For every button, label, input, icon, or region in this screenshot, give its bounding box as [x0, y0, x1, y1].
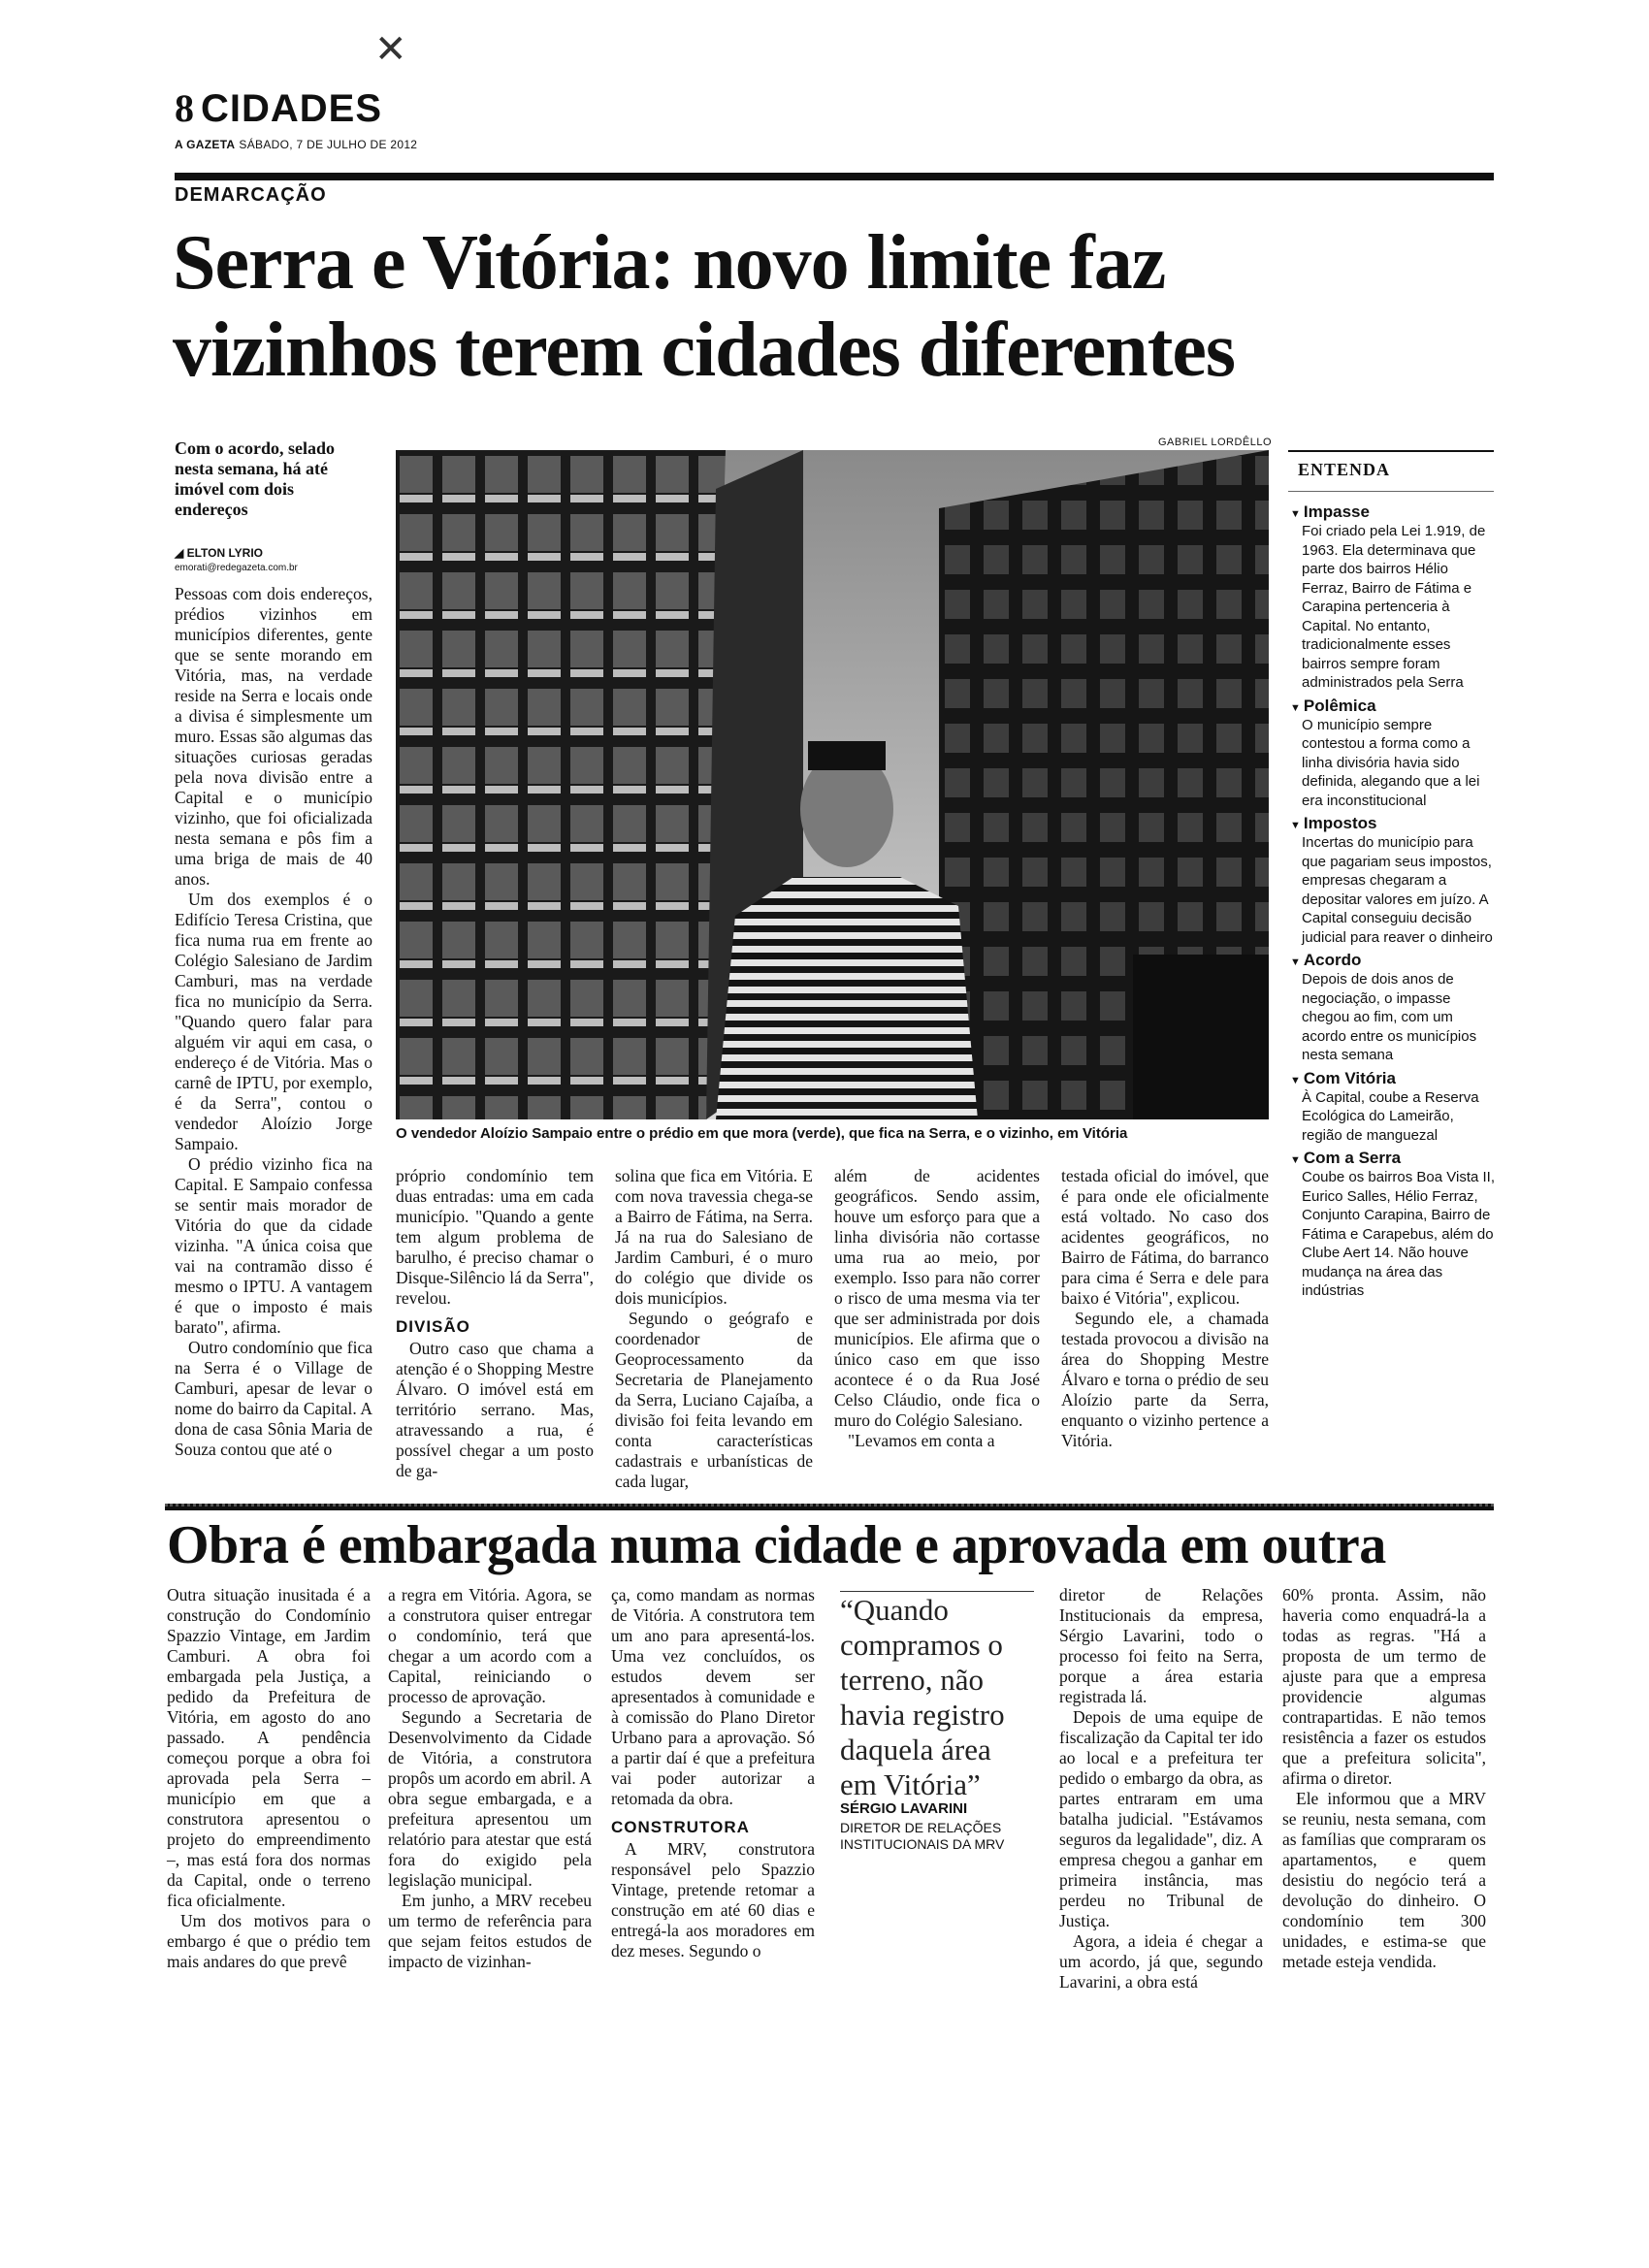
article2-column-1: [167, 1585, 371, 1972]
paragraph: testada oficial do imóvel, que é para onde ele oficialmente está voltado. No caso dos acidentes geográficos, no Bairro de Fátima, do barranco para cima é Serra e dele para baixo é Vitória", explicou.: [1061, 1166, 1269, 1308]
sidebar-item-heading: [1290, 951, 1496, 970]
sidebar-item-heading-text: Impostos: [1303, 814, 1377, 832]
triangle-icon: ▼: [1290, 701, 1301, 714]
kicker: DEMARCAÇÃO: [175, 184, 327, 206]
paragraph: Em junho, a MRV recebeu um termo de referência para que sejam feitos estudos de impacto de vizinhan-: [388, 1891, 592, 1971]
quote-rule: [840, 1591, 1034, 1592]
paragraph: Outro condomínio que fica na Serra é o Village de Camburi, apesar de levar o nome do bairro da Capital. A dona de casa Sônia Maria de Souza contou que até o: [175, 1338, 372, 1459]
sidebar-list: [1290, 502, 1496, 1305]
headline: [173, 219, 1511, 394]
page-number: 8: [175, 86, 195, 130]
page-header: [175, 85, 382, 131]
paragraph: além de acidentes geográficos. Sendo assim, houve um esforço para que a linha divisória não cortasse uma rua ao meio, por exemplo. Isso para não correr o risco de uma mesma via ter que ser administrada por dois municípios. Ele afirma que o único caso em que isso acontece é o da Rua José Celso Cláudio, onde fica o muro do Colégio Salesiano.: [834, 1166, 1040, 1430]
photo-credit: GABRIEL LORDÊLLO: [1158, 437, 1273, 448]
sidebar-item-body: Coube os bairros Boa Vista II, Eurico Salles, Hélio Ferraz, Conjunto Carapina, Bairro de Fátima e Carapebus, além do Clube Aert 14. Não houve mudança na área das indústrias: [1302, 1169, 1495, 1299]
paragraph: Segundo ele, a chamada testada provocou a divisão na área do Shopping Mestre Álvaro e torna o prédio de seu Aloízio parte da Serra, enquanto o vizinho pertence a Vitória.: [1061, 1309, 1269, 1450]
paragraph: Um dos exemplos é o Edifício Teresa Cristina, que fica numa rua em frente ao Colégio Salesiano de Jardim Camburi, mas na verdade fica no município da Serra. "Quando quero falar para alguém vir aqui em casa, o endereço é de Vitória. Mas o carnê de IPTU, por exemplo, é da Serra", contou o vendedor Aloízio Jorge Sampaio.: [175, 890, 372, 1153]
news-photo: [396, 450, 1269, 1119]
photo-caption: O vendedor Aloízio Sampaio entre o prédio em que mora (verde), que fica na Serra, e o vizinho, em Vitória: [396, 1125, 1128, 1142]
sidebar-item-heading-text: Com a Serra: [1303, 1149, 1402, 1167]
intertitle-construtora: CONSTRUTORA: [611, 1818, 750, 1836]
paragraph: 60% pronta. Assim, não haveria como enquadrá-la a todas as regras. "Há a proposta de um termo de ajuste para que a empresa providencie algumas contrapartidas. E não temos resistência a fazer os estudos que a prefeitura solicita", afirma o diretor.: [1282, 1585, 1486, 1788]
author-email: emorati@redegazeta.com.br: [175, 563, 298, 573]
subhead: Com o acordo, selado nesta semana, há até imóvel com dois endereços: [175, 438, 335, 519]
sidebar-item: [1290, 502, 1496, 693]
sidebar-item: [1290, 814, 1496, 947]
sidebar-top-rule: [1288, 450, 1494, 452]
headline-secondary: Obra é embargada numa cidade e aprovada em outra: [167, 1515, 1386, 1575]
byline: ◢ ELTON LYRIO: [175, 546, 264, 560]
sidebar-item: [1290, 951, 1496, 1065]
sidebar-item: [1290, 1149, 1496, 1301]
sidebar-item-body: O município sempre contestou a forma como a linha divisória havia sido definida, alegando que a lei era inconstitucional: [1302, 716, 1480, 809]
sidebar-item-heading-text: Acordo: [1303, 951, 1362, 969]
sidebar-title: ENTENDA: [1298, 460, 1391, 479]
publication-name: A GAZETA: [175, 138, 236, 151]
paragraph: Segundo o geógrafo e coordenador de Geoprocessamento da Secretaria de Planejamento da Serra, Luciano Cajaíba, a divisão foi feita levando em conta características cadastrais e urbanísticas de cada lugar,: [615, 1309, 813, 1491]
article-column-4: [834, 1166, 1040, 1451]
article2-column-6: [1282, 1585, 1486, 1972]
article-column-2: [396, 1166, 594, 1481]
sidebar-title-rule: [1288, 491, 1494, 492]
sidebar-item-heading: [1290, 697, 1496, 716]
sidebar-item-heading: [1290, 814, 1496, 833]
section-divider: [165, 1504, 1494, 1510]
article2-column-3: [611, 1585, 815, 1961]
sidebar-item-heading: [1290, 1149, 1496, 1168]
paragraph: Depois de uma equipe de fiscalização da Capital ter ido ao local e a prefeitura ter pedido o embargo da obra, as partes entraram em uma batalha judicial. "Estávamos seguros da legalidade", diz. A empresa chegou a ganhar em primeira instância, mas perdeu no Tribunal de Justiça.: [1059, 1707, 1263, 1930]
paragraph: Um dos motivos para o embargo é que o prédio tem mais andares do que prevê: [167, 1911, 371, 1971]
handwritten-mark: ✕: [374, 27, 407, 72]
paragraph: Ele informou que a MRV se reuniu, nesta semana, com as famílias que compraram os apartamentos, e quem desistiu do negócio terá a devolução do dinheiro. O condomínio tem 300 unidades, e estima-se que metade esteja vendida.: [1282, 1789, 1486, 1971]
paragraph: ça, como mandam as normas de Vitória. A construtora tem um ano para apresentá-los. Uma vez concluídos, os estudos devem ser apresentados à comunidade e à comissão do Plano Diretor Urbano para a aprovação. Só a partir daí é que a prefeitura vai poder autorizar a retomada da obra.: [611, 1585, 815, 1808]
sidebar-item: [1290, 1069, 1496, 1146]
sidebar-item-heading: [1290, 1069, 1496, 1088]
sidebar-item-body: Foi criado pela Lei 1.919, de 1963. Ela determinava que parte dos bairros Hélio Ferraz, Bairro de Fátima e Carapina pertenceria à Capital. No entanto, tradicionalmente esses bairros sempre foram administrados pela Serra: [1302, 523, 1486, 691]
paragraph: O prédio vizinho fica na Capital. E Sampaio confessa se sentir mais morador de Vitória do que da cidade vizinha. "A única coisa que vai na contramão disso é mesmo o IPTU. A vantagem é que o imposto é mais barato", afirma.: [175, 1154, 372, 1337]
triangle-icon: ▼: [1290, 1074, 1301, 1086]
paragraph: diretor de Relações Institucionais da empresa, Sérgio Lavarini, todo o processo foi feito na Serra, porque a área estaria registrada lá.: [1059, 1585, 1263, 1706]
paragraph: Pessoas com dois endereços, prédios vizinhos em municípios diferentes, gente que se sente morando em Vitória, mas, na verdade reside na Serra e locais onde a divisa é simplesmente um muro. Essas são algumas das situações curiosas geradas pela nova divisão entre a Capital e o município vizinho, que foi oficializada nesta semana e pôs fim a uma briga de mais de 40 anos.: [175, 584, 372, 889]
article-column-3: [615, 1166, 813, 1492]
paragraph: próprio condomínio tem duas entradas: uma em cada município. "Quando a gente tem algum problema de barulho, é preciso chamar o Disque-Silêncio lá da Serra", revelou.: [396, 1166, 594, 1308]
article2-column-2: [388, 1585, 592, 1972]
paragraph: A MRV, construtora responsável pelo Spazzio Vintage, pretende retomar a construção em até 60 dias e entregá-la aos moradores em dez meses. Segundo o: [611, 1839, 815, 1960]
publication-date: SÁBADO, 7 DE JULHO DE 2012: [239, 138, 418, 151]
triangle-icon: ▼: [1290, 1154, 1301, 1166]
quote-author-role: DIRETOR DE RELAÇÕES INSTITUCIONAIS DA MRV: [840, 1820, 1005, 1852]
author-name: ELTON LYRIO: [186, 546, 264, 560]
sidebar-item-body: À Capital, coube a Reserva Ecológica do Lameirão, região de manguezal: [1302, 1088, 1479, 1144]
paragraph: Outra situação inusitada é a construção do Condomínio Spazzio Vintage, em Jardim Camburi. A obra foi embargada pela Justiça, a pedido da Prefeitura de Vitória, em agosto do ano passado. A pendência começou porque a obra foi aprovada pela Serra – município em que a construtora apresentou o projeto do empreendimento –, mas está fora dos normas da Capital, onde o terreno fica oficialmente.: [167, 1585, 371, 1910]
triangle-icon: ▼: [1290, 820, 1301, 831]
pull-quote: “Quando compramos o terreno, não havia registro daquela área em Vitória”: [840, 1593, 1005, 1801]
top-rule: [175, 173, 1494, 180]
headline-line-1: Serra e Vitória: novo limite faz: [173, 220, 1166, 306]
triangle-icon: ▼: [1290, 508, 1301, 520]
section-name: CIDADES: [201, 87, 383, 130]
sidebar-item-heading-text: Polêmica: [1303, 696, 1376, 715]
photo-illustration: [396, 450, 1269, 1119]
paragraph: Segundo a Secretaria de Desenvolvimento da Cidade de Vitória, a construtora propôs um acordo em abril. A obra segue embargada, e a prefeitura apresentou um relatório para atestar que está fora do exigido pela legislação municipal.: [388, 1707, 592, 1890]
sidebar-item-heading-text: Com Vitória: [1303, 1068, 1396, 1087]
article2-column-5: [1059, 1585, 1263, 1993]
intertitle-divisao: DIVISÃO: [396, 1317, 470, 1336]
dateline: [175, 138, 417, 151]
paragraph: solina que fica em Vitória. E com nova travessia chega-se a Bairro de Fátima, na Serra. Já na rua do Salesiano de Jardim Camburi, é o muro do colégio que divide os dois municípios.: [615, 1166, 813, 1308]
paragraph: Outro caso que chama a atenção é o Shopping Mestre Álvaro. O imóvel está em território serrano. Mas, atravessando a rua, é possível chegar a um posto de ga-: [396, 1339, 594, 1480]
headline-line-2: vizinhos terem cidades diferentes: [173, 308, 1236, 393]
quote-author: SÉRGIO LAVARINI: [840, 1800, 968, 1817]
paragraph: a regra em Vitória. Agora, se a construtora quiser entregar o condomínio, terá que chegar a um acordo com a Capital, reiniciando o processo de aprovação.: [388, 1585, 592, 1706]
sidebar-item-body: Depois de dois anos de negociação, o impasse chegou ao fim, com um acordo entre os municípios nesta semana: [1302, 971, 1477, 1063]
sidebar-item-heading: [1290, 502, 1496, 522]
article-column-5: [1061, 1166, 1269, 1451]
sidebar-item-heading-text: Impasse: [1303, 502, 1370, 521]
triangle-icon: ▼: [1290, 956, 1301, 968]
sidebar-item-body: Incertas do município para que pagariam seus impostos, empresas chegaram a depositar valores em juízo. A Capital conseguiu decisão judicial para reaver o dinheiro: [1302, 834, 1493, 946]
article-column-1: [175, 584, 372, 1460]
paragraph: "Levamos em conta a: [848, 1431, 995, 1450]
sidebar-item: [1290, 697, 1496, 811]
paragraph: Agora, a ideia é chegar a um acordo, já que, segundo Lavarini, a obra está: [1059, 1931, 1263, 1992]
